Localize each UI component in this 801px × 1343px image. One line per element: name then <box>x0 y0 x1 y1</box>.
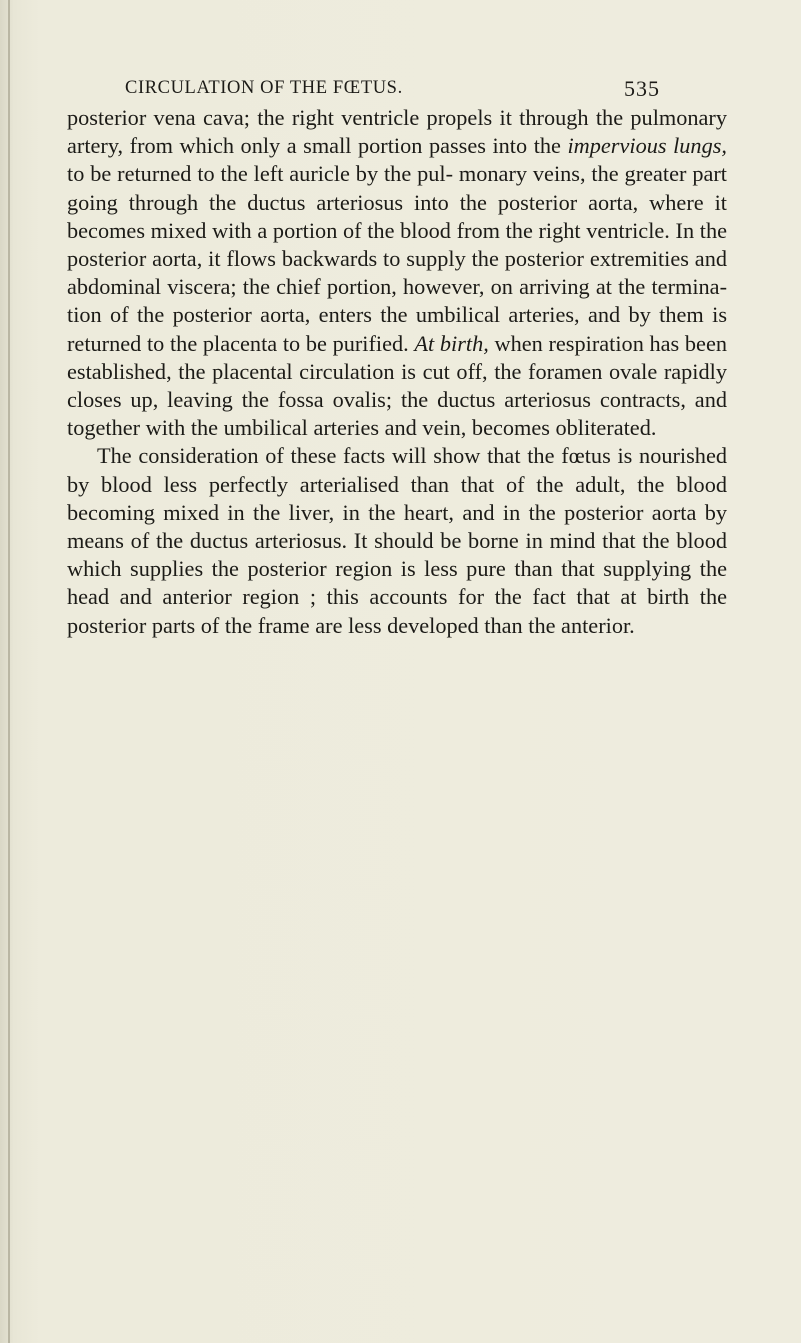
paragraph-2: The consideration of these facts will show that the fœtus is nourished by blood less perfectly arterialised than that of the adult, the blood becoming mixed in the liver, in the heart, and in the posterior aorta by means of the ductus arteriosus. It should be borne in mind that the blood which supplies the posterior region is less pure than that supplying the head and anterior region ; this accounts for the fact that at birth the posterior parts of the frame are less developed than the anterior. <box>67 443 727 638</box>
running-title: CIRCULATION OF THE FŒTUS. <box>125 78 403 98</box>
paragraph-1-segment-3: when respiration has been established, the placental circulation is cut off, the foramen ovale rapidly closes up, leaving the fossa ovalis; the ductus arteriosus contracts, and together with the umbilical arteries and vein, becomes obliterated. <box>67 330 727 441</box>
running-header <box>125 76 660 101</box>
page-number: 535 <box>624 76 660 101</box>
page-gutter <box>8 0 10 1343</box>
body-text <box>67 104 727 640</box>
paragraph-1-segment-2: to be returned to the left auricle by the pul- monary veins, the greater part going through the ductus arteriosus into the posterior aorta, where it becomes mixed with a portion of the blood from the right ventricle. In the posterior aorta, it flows backwards to supply the posterior extremities and abdominal viscera; the chief portion, however, on arriving at the termina- tion of the posterior aorta, enters the umbilical arteries, and by them is returned to the placenta to be purified. <box>67 161 727 356</box>
paragraph-1-italic-1: impervious lungs, <box>567 133 727 159</box>
paragraph-1-segment-1: posterior vena cava; the right ventricle propels it through the pulmonary artery, from which only a small portion passes into the <box>67 105 727 159</box>
paragraph-1-italic-2: At birth, <box>414 330 489 356</box>
paragraph-1 <box>67 104 727 442</box>
